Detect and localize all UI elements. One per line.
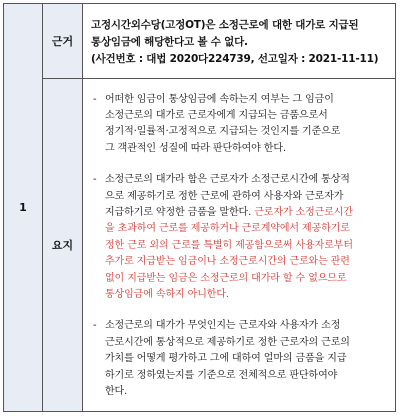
basis-line: 고정시간외수당(고정OT)은 소정근로에 대한 대가로 지급된 [91,18,359,31]
summary-paragraph-3 [93,318,385,400]
paragraph-line: 소정근로의 대가로 근로자에게 지급되는 금품으로서 [105,109,328,121]
paragraph-line: 한다. [105,386,128,398]
basis-line: 통상임금에 해당한다고 볼 수 없다. [91,35,248,48]
paragraph-line: 소정근로의 대가라 함은 근로자가 소정근로시간에 통상적 [105,174,350,186]
precedent-table [3,3,396,412]
paragraph-line: 하기로 정하였는지를 기준으로 전체적으로 판단하여야 [105,369,338,381]
summary-paragraph-2 [93,172,385,303]
paragraph-line: 근로시간에 통상적으로 제공하기로 정한 근로자의 근로의 [105,336,350,348]
row-number: 1 [4,4,43,412]
basis-label: 근거 [43,4,83,79]
basis-content [83,4,396,79]
summary-paragraph-1 [93,92,385,158]
case-reference: (사건번호 : 대법 2020다224739, 선고일자 : 2021-11-11) [91,52,379,65]
highlighted-line: 없이 지급받는 임금은 소정근로의 대가라 할 수 없으므로 [105,272,347,284]
highlighted-line: 을 초과하여 근로를 제공하거나 근로계약에서 제공하기로 [105,223,350,235]
dash-bullet: - [93,174,97,186]
paragraph-line: 으로 제공하기로 정한 근로에 관하여 사용자와 근로자가 [105,190,344,202]
highlighted-text: 근로자가 소정근로시간 [251,206,353,218]
paragraph-line: 가치를 어떻게 평가하고 그에 대하여 얼마의 금품을 지급 [105,353,347,365]
paragraph-line: 정기적·일률적·고정적으로 지급되는 것인지를 기준으로 [105,126,341,138]
summary-content [83,79,396,412]
paragraph-line-mixed [105,205,385,221]
summary-label: 요지 [43,79,83,412]
dash-bullet: - [93,93,97,105]
highlighted-line: 통상임금에 속하지 아니한다. [105,289,229,301]
paragraph-line: 소정근로의 대가가 무엇인지는 근로자와 사용자가 소정 [105,320,341,332]
paragraph-text: 지급하기로 약정한 금품을 말한다. [105,206,252,218]
dash-bullet: - [93,320,97,332]
paragraph-line: 그 객관적인 성질에 따라 판단하여야 한다. [105,142,286,154]
highlighted-line: 정한 근로 외의 근로를 특별히 제공함으로써 사용자로부터 [105,239,353,251]
paragraph-line: 어떠한 임금이 통상임금에 속하는지 여부는 그 임금이 [105,93,334,105]
highlighted-line: 추가로 지급받는 임금이나 소정근로시간의 근로와는 관련 [105,256,350,268]
